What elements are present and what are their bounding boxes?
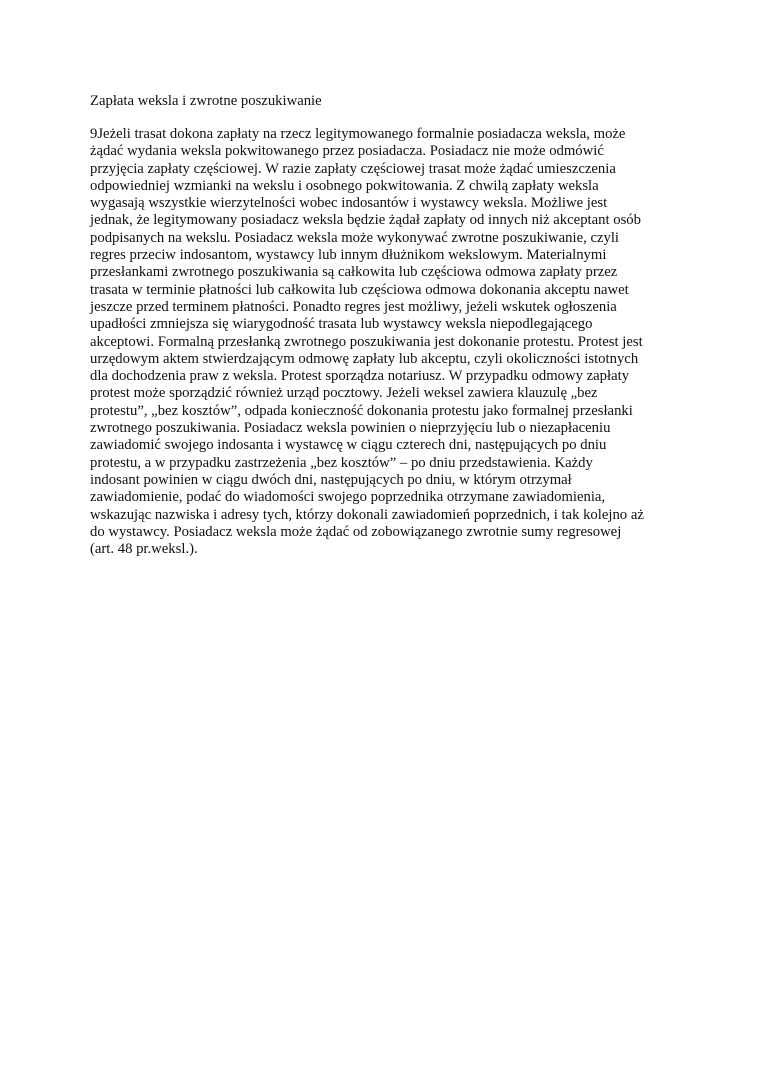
- body-line: wygasają wszystkie wierzytelności wobec indosantów i wystawcy weksla. Możliwe jest: [90, 195, 608, 212]
- body-line: jednak, że legitymowany posiadacz weksla będzie żądał zapłaty od innych niż akceptant osób: [90, 212, 641, 229]
- body-line: indosant powinien w ciągu dwóch dni, następujących po dniu, w którym otrzymał: [90, 471, 572, 488]
- body-line: do wystawcy. Posiadacz weksla może żądać od zobowiązanego zwrotnie sumy regresowej: [90, 523, 622, 540]
- body-line: odpowiedniej wzmianki na wekslu i osobnego pokwitowania. Z chwilą zapłaty weksla: [90, 177, 599, 194]
- body-line: podpisanych na wekslu. Posiadacz weksla może wykonywać zwrotne poszukiwanie, czyli: [90, 229, 620, 246]
- body-line: regres przeciw indosantom, wystawcy lub innym dłużnikom wekslowym. Materialnymi: [90, 247, 607, 264]
- body-line: trasata w terminie płatności lub całkowita lub częściowa odmowa dokonania akceptu nawet: [90, 281, 629, 298]
- body-line: jeszcze przed terminem płatności. Ponadto regres jest możliwy, jeżeli wskutek ogłoszenia: [90, 298, 617, 315]
- body-line: zawiadomienie, podać do wiadomości swojego poprzednika otrzymane zawiadomienia,: [90, 489, 606, 506]
- body-line: zawiadomić swojego indosanta i wystawcę w ciągu czterech dni, następujących po dniu: [90, 437, 607, 454]
- body-line: (art. 48 pr.weksl.).: [90, 541, 198, 558]
- body-line: urzędowym aktem stwierdzającym odmowę zapłaty lub akceptu, czyli okoliczności istotnych: [90, 350, 639, 367]
- body-line: przyjęcia zapłaty częściowej. W razie zapłaty częściowej trasat może żądać umieszczenia: [90, 160, 616, 177]
- body-line: protest może sporządzić również urząd pocztowy. Jeżeli weksel zawiera klauzulę „bez: [90, 385, 598, 402]
- body-line: protestu”, „bez kosztów”, odpada konieczność dokonania protestu jako formalnej przesłanki: [90, 402, 633, 419]
- body-line: żądać wydania weksla pokwitowanego przez posiadacza. Posiadacz nie może odmówić: [90, 143, 604, 160]
- body-line: upadłości zmniejsza się wiarygodność trasata lub wystawcy weksla niepodlegającego: [90, 316, 593, 333]
- document-body: [90, 126, 690, 558]
- document-title: Zapłata weksla i zwrotne poszukiwanie: [90, 93, 322, 109]
- body-line: akceptowi. Formalną przesłanką zwrotnego poszukiwania jest dokonanie protestu. Protest jest: [90, 333, 643, 350]
- body-line: protestu, a w przypadku zastrzeżenia „bez kosztów” – po dniu przedstawienia. Każdy: [90, 454, 593, 471]
- body-line: przesłankami zwrotnego poszukiwania są całkowita lub częściowa odmowa zapłaty przez: [90, 264, 618, 281]
- body-line: wskazując nazwiska i adresy tych, którzy dokonali zawiadomień poprzednich, i tak kolejno aż: [90, 506, 644, 523]
- body-line: dla dochodzenia praw z weksla. Protest sporządza notariusz. W przypadku odmowy zapłaty: [90, 368, 630, 385]
- body-line: 9Jeżeli trasat dokona zapłaty na rzecz legitymowanego formalnie posiadacza weksla, może: [90, 126, 626, 142]
- body-line: zwrotnego poszukiwania. Posiadacz weksla powinien o nieprzyjęciu lub o niezapłaceniu: [90, 420, 611, 437]
